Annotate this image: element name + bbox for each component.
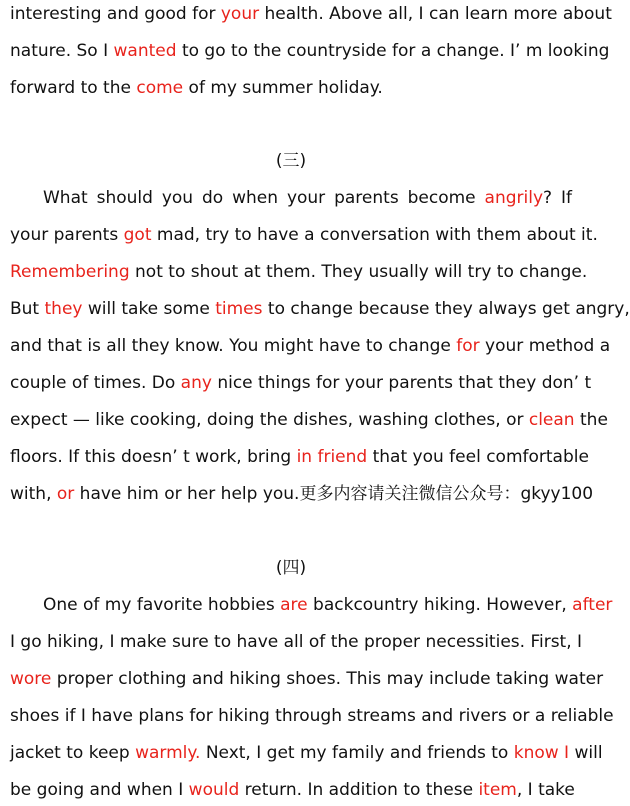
highlighted-word: any [180, 373, 212, 393]
text-segment: nature. So I [10, 41, 114, 61]
text-line [10, 258, 588, 286]
section-heading-3 [10, 147, 572, 175]
text-segment: to change because they always get angry, [262, 299, 630, 319]
text-line [10, 369, 592, 397]
text-segment: proper clothing and hiking shoes. This may include taking water [51, 669, 604, 689]
text-line [10, 406, 608, 434]
text-segment: be going and when I [10, 780, 189, 800]
text-segment: (四) [275, 558, 307, 578]
highlighted-word: warmly. [135, 743, 201, 763]
text-segment: One of my favorite hobbies [43, 595, 281, 615]
text-segment: (三) [275, 151, 307, 171]
text-line [10, 221, 598, 249]
highlighted-word: for [456, 336, 480, 356]
text-segment: health. Above all, I can learn more about [259, 4, 612, 24]
highlighted-word: know I [513, 743, 570, 763]
text-segment: , I take [516, 780, 575, 800]
text-segment: Next, I get my family and friends to [200, 743, 514, 763]
text-line [10, 184, 572, 212]
text-segment: But [10, 299, 45, 319]
text-segment: will [569, 743, 603, 763]
text-segment: of my summer holiday. [183, 78, 383, 98]
text-segment: have him or her help you.更多内容请关注微信公众号：gkyy100 [74, 484, 594, 504]
text-segment: backcountry hiking. However, [307, 595, 573, 615]
text-segment: I go hiking, I make sure to have all of the proper necessities. First, I [10, 632, 583, 652]
text-line [10, 480, 594, 508]
text-segment: to go to the countryside for a change. I’ m looking [176, 41, 610, 61]
highlighted-word: Remembering [10, 262, 130, 282]
highlighted-word: or [56, 484, 75, 504]
text-segment: nice things for your parents that they don’ t [211, 373, 592, 393]
text-segment: shoes if I have plans for hiking through streams and rivers or a reliable [10, 706, 614, 726]
highlighted-word: got [123, 225, 152, 245]
text-line [10, 665, 604, 693]
text-segment: your method a [479, 336, 611, 356]
highlighted-word: item [478, 780, 517, 800]
text-segment: mad, try to have a conversation with them about it. [151, 225, 598, 245]
text-segment: What should you do when your parents become [43, 188, 485, 208]
highlighted-word: wanted [113, 41, 177, 61]
highlighted-word: are [280, 595, 308, 615]
text-segment: your parents [10, 225, 124, 245]
highlighted-word: angrily [484, 188, 544, 208]
text-segment: interesting and good for [10, 4, 221, 24]
text-line [10, 443, 589, 471]
text-line [10, 332, 611, 360]
text-segment: that you feel comfortable [367, 447, 589, 467]
text-line [10, 591, 613, 619]
text-line [10, 739, 603, 767]
text-segment: not to shout at them. They usually will try to change. [129, 262, 588, 282]
text-line [10, 628, 583, 656]
text-segment: couple of times. Do [10, 373, 181, 393]
text-segment: return. In addition to these [239, 780, 479, 800]
highlighted-word: wore [10, 669, 52, 689]
text-line [10, 702, 614, 730]
text-segment: with, [10, 484, 57, 504]
text-segment: floors. If this doesn’ t work, bring [10, 447, 297, 467]
highlighted-word: after [572, 595, 613, 615]
section-heading-4 [10, 554, 572, 582]
highlighted-word: in friend [296, 447, 368, 467]
text-segment: the [574, 410, 608, 430]
text-segment: forward to the [10, 78, 137, 98]
text-line [10, 37, 610, 65]
text-segment: will take some [82, 299, 216, 319]
highlighted-word: clean [528, 410, 575, 430]
text-segment: and that is all they know. You might have to change [10, 336, 457, 356]
text-line [10, 74, 572, 102]
text-segment: jacket to keep [10, 743, 136, 763]
highlighted-word: they [44, 299, 83, 319]
highlighted-word: your [220, 4, 260, 24]
text-line [10, 295, 630, 323]
text-line [10, 776, 575, 804]
text-line [10, 0, 612, 28]
highlighted-word: times [215, 299, 263, 319]
highlighted-word: would [188, 780, 240, 800]
text-segment: expect — like cooking, doing the dishes, washing clothes, or [10, 410, 529, 430]
highlighted-word: come [136, 78, 184, 98]
text-segment: ? If [543, 188, 572, 208]
